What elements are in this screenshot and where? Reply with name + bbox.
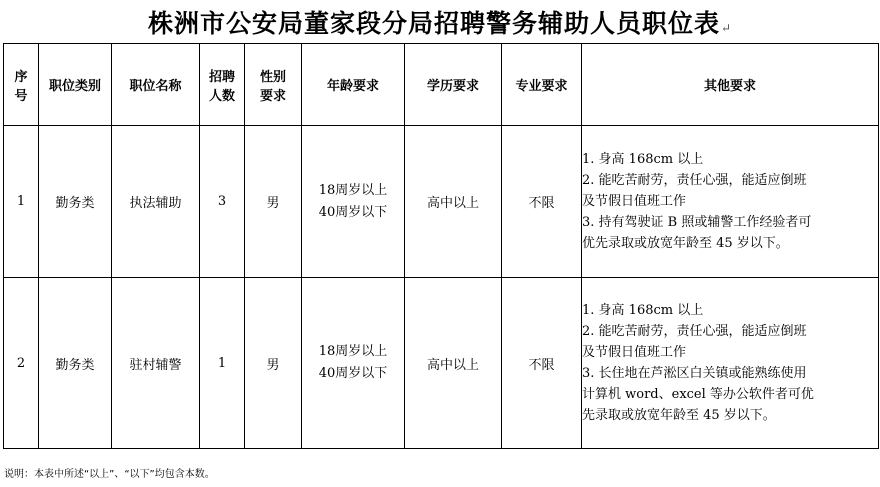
cell-other: 1. 身高 168cm 以上 2. 能吃苦耐劳，责任心强，能适应倒班 及节假日值班工作 3. 持有驾驶证 B 照或辅警工作经验者可 优先录取或放宽年龄至 45 岁以下。	[582, 126, 879, 278]
table-header-row	[4, 44, 879, 126]
cell-gender: 男	[245, 126, 302, 278]
header-age: 年龄要求	[302, 44, 405, 126]
cell-seq: 1	[4, 126, 39, 278]
cell-education: 高中以上	[405, 126, 502, 278]
cell-age: 18周岁以上 40周岁以下	[302, 278, 405, 449]
position-table	[3, 43, 879, 449]
cell-count: 1	[200, 278, 245, 449]
table-row	[4, 126, 879, 278]
cell-category: 勤务类	[39, 278, 112, 449]
cell-count: 3	[200, 126, 245, 278]
header-gender: 性别 要求	[245, 44, 302, 126]
cell-category: 勤务类	[39, 126, 112, 278]
cell-major: 不限	[502, 126, 582, 278]
header-major: 专业要求	[502, 44, 582, 126]
cell-other: 1. 身高 168cm 以上 2. 能吃苦耐劳，责任心强，能适应倒班 及节假日值班工作 3. 长住地在芦淞区白关镇或能熟练使用 计算机 word、excel 等办公软件者可优 先录取或放宽年龄至 45 岁以下。	[582, 278, 879, 449]
page-title: 株洲市公安局董家段分局招聘警务辅助人员职位表↵	[147, 9, 733, 38]
footnote: 说明：本表中所述“以上”、“以下”均包含本数。	[4, 469, 215, 480]
header-education: 学历要求	[405, 44, 502, 126]
header-name: 职位名称	[112, 44, 200, 126]
header-other: 其他要求	[582, 44, 879, 126]
cell-age: 18周岁以上 40周岁以下	[302, 126, 405, 278]
cell-seq: 2	[4, 278, 39, 449]
cell-name: 执法辅助	[112, 126, 200, 278]
cell-major: 不限	[502, 278, 582, 449]
table-row	[4, 278, 879, 449]
header-category: 职位类别	[39, 44, 112, 126]
cell-gender: 男	[245, 278, 302, 449]
cell-education: 高中以上	[405, 278, 502, 449]
header-count: 招聘 人数	[200, 44, 245, 126]
header-seq: 序 号	[4, 44, 39, 126]
cell-name: 驻村辅警	[112, 278, 200, 449]
